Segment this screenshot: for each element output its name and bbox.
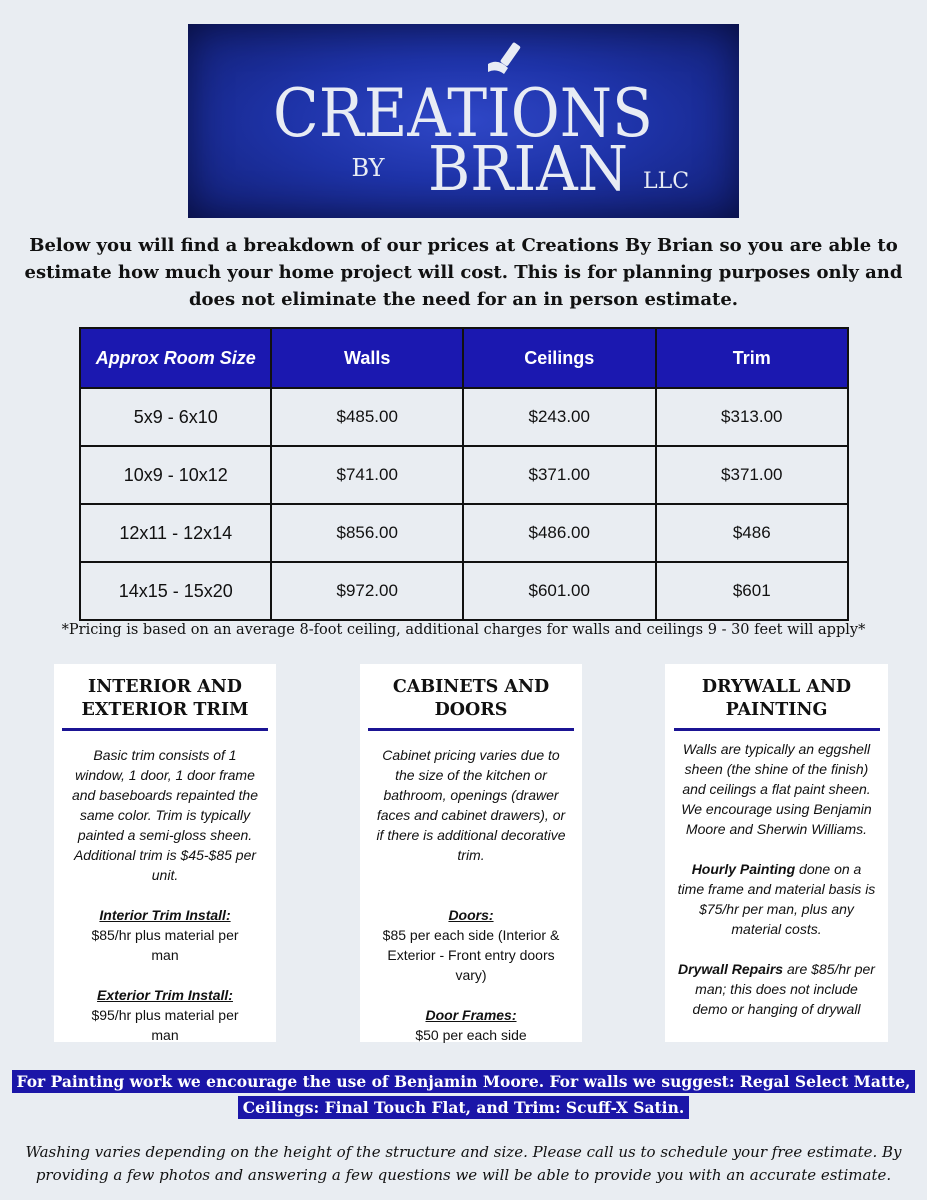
trim-price-cell: $486 xyxy=(656,504,848,562)
closing-paragraph: Washing varies depending on the height of the structure and size. Please call us to schedule your free estimate. By providing a few photos and answering a few questions we will be able to provide you with an accurate estimate. xyxy=(25,1143,902,1184)
trim-card-title: INTERIOR AND EXTERIOR TRIM xyxy=(81,677,249,720)
trim-price-cell: $601 xyxy=(656,562,848,620)
interior-trim-heading: Interior Trim Install: xyxy=(99,907,231,923)
doors-text: $85 per each side (Interior & Exterior - Front entry doors vary) xyxy=(382,927,560,983)
door-frames-text: $50 per each side xyxy=(415,1027,527,1043)
room-size-cell: 14x15 - 15x20 xyxy=(80,562,271,620)
header-room-size: Approx Room Size xyxy=(80,328,271,388)
hourly-painting-paragraph xyxy=(673,859,880,939)
header-ceilings: Ceilings xyxy=(463,328,656,388)
recommendation-text: For Painting work we encourage the use of Benjamin Moore. For walls we suggest: Regal Select Matte, Ceilings: Final Touch Flat, and Trim: Scuff-X Satin. xyxy=(12,1070,916,1119)
company-logo xyxy=(188,24,739,218)
drywall-card-body: Walls are typically an eggshell sheen (the shine of the finish) and ceilings a flat paint sheen. We encourage using Benjamin Moore and Sherwin Williams. xyxy=(681,741,872,837)
hourly-painting-text: done on a time frame and material basis is $75/hr per man, plus any material costs. xyxy=(677,861,876,937)
ceilings-price-cell: $243.00 xyxy=(463,388,656,446)
logo-suffix: LLC xyxy=(642,169,690,194)
cabinets-card-title: CABINETS AND DOORS xyxy=(392,677,550,720)
cabinets-card-divider xyxy=(368,728,574,731)
cabinets-card xyxy=(360,664,582,1042)
room-size-cell: 5x9 - 6x10 xyxy=(80,388,271,446)
exterior-trim-text: $95/hr plus material per man xyxy=(91,1007,239,1043)
doors-heading: Doors: xyxy=(448,907,494,923)
price-table xyxy=(79,327,849,621)
table-row xyxy=(80,446,848,504)
trim-price-cell: $313.00 xyxy=(656,388,848,446)
walls-price-cell: $972.00 xyxy=(271,562,462,620)
drywall-repairs-paragraph xyxy=(673,959,880,1019)
header-walls: Walls xyxy=(271,328,462,388)
logo-by: BY xyxy=(351,154,385,182)
table-row xyxy=(80,504,848,562)
hourly-painting-heading: Hourly Painting xyxy=(691,861,796,877)
intro-paragraph: Below you will find a breakdown of our prices at Creations By Brian so you are able to estimate how much your home project will cost. This is for planning purposes only and does not eliminate the need for an in person estimate. xyxy=(24,235,903,310)
header-trim: Trim xyxy=(656,328,848,388)
ceilings-price-cell: $371.00 xyxy=(463,446,656,504)
walls-price-cell: $741.00 xyxy=(271,446,462,504)
drywall-repairs-heading: Drywall Repairs xyxy=(678,961,784,977)
drywall-card xyxy=(665,664,888,1042)
walls-price-cell: $485.00 xyxy=(271,388,462,446)
drywall-card-divider xyxy=(674,728,880,731)
drywall-repairs-text: are $85/hr per man; this does not include demo or hanging of drywall xyxy=(692,961,875,1017)
recommendation-banner xyxy=(0,1069,927,1121)
logo-line2: BRIAN xyxy=(428,132,628,205)
room-size-cell: 10x9 - 10x12 xyxy=(80,446,271,504)
trim-card xyxy=(54,664,276,1042)
room-size-cell: 12x11 - 12x14 xyxy=(80,504,271,562)
ceilings-price-cell: $601.00 xyxy=(463,562,656,620)
table-row xyxy=(80,388,848,446)
cabinets-card-body: Cabinet pricing varies due to the size of the kitchen or bathroom, openings (drawer faces and cabinet drawers), or if there is additional decorative trim. xyxy=(376,747,566,863)
ceilings-price-cell: $486.00 xyxy=(463,504,656,562)
exterior-trim-heading: Exterior Trim Install: xyxy=(97,987,233,1003)
trim-price-cell: $371.00 xyxy=(656,446,848,504)
trim-card-body: Basic trim consists of 1 window, 1 door, 1 door frame and baseboards repainted the same color. Trim is typically painted a semi-gloss sheen. Additional trim is $45-$85 per unit. xyxy=(71,747,259,883)
paintbrush-icon xyxy=(488,42,521,74)
interior-trim-text: $85/hr plus material per man xyxy=(91,927,239,963)
pricing-footnote: *Pricing is based on an average 8-foot ceiling, additional charges for walls and ceilings 9 - 30 feet will apply* xyxy=(61,622,866,638)
walls-price-cell: $856.00 xyxy=(271,504,462,562)
trim-card-divider xyxy=(62,728,268,731)
door-frames-heading: Door Frames: xyxy=(425,1007,517,1023)
table-row xyxy=(80,562,848,620)
logo-graphic xyxy=(188,24,739,218)
drywall-card-title: DRYWALL AND PAINTING xyxy=(701,677,852,720)
logo-line1: CREATIONS xyxy=(273,75,653,152)
table-header-row xyxy=(80,328,848,388)
